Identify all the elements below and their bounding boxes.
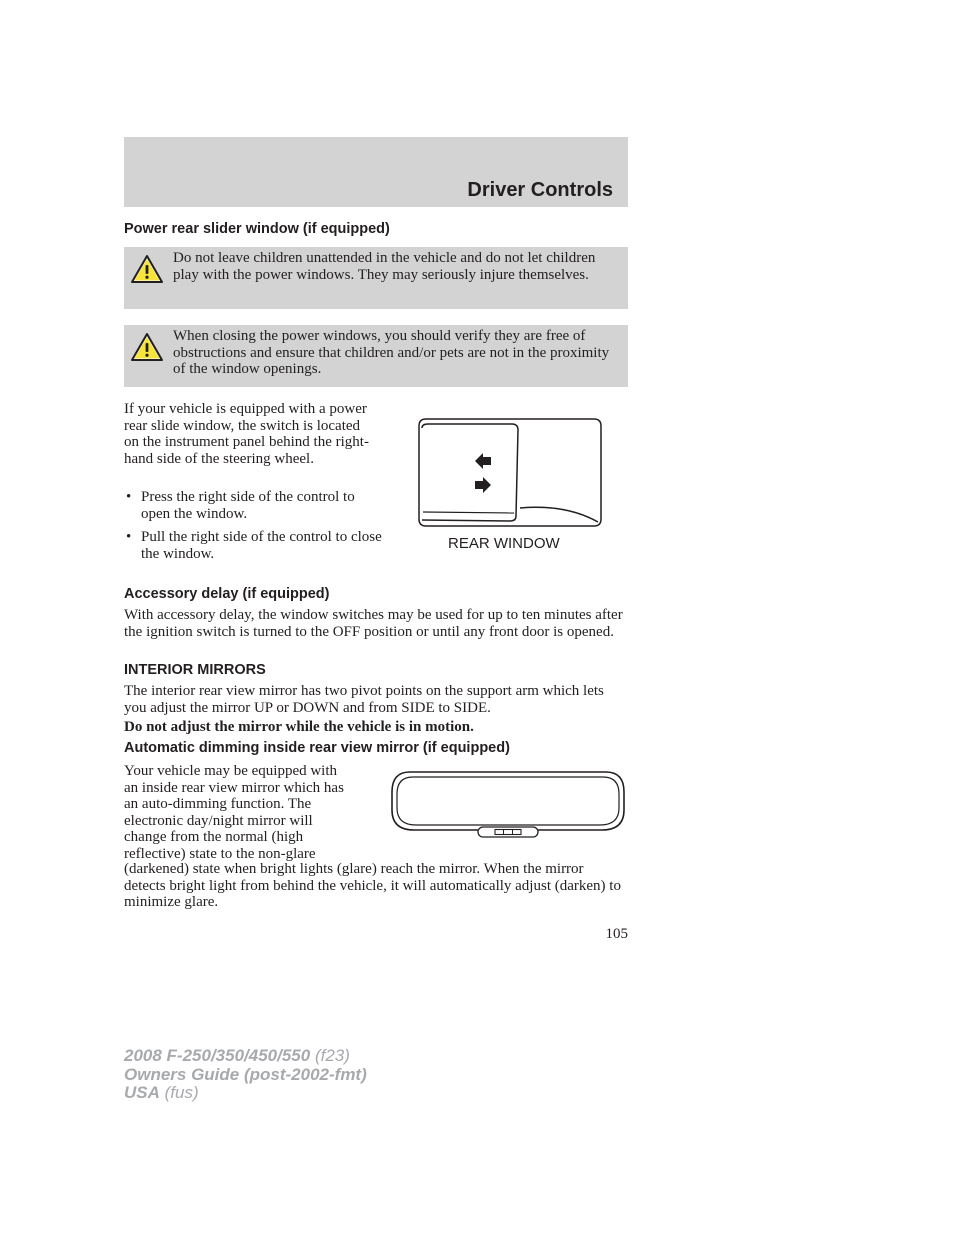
figure-caption: REAR WINDOW	[448, 535, 560, 552]
warning-triangle-icon	[130, 332, 164, 362]
warning-triangle-icon	[130, 254, 164, 284]
warning-text-children: Do not leave children unattended in the vehicle and do not let children play with the power windows. They may seriously injure themselves.	[173, 250, 596, 283]
slider-intro: If your vehicle is equipped with a power rear slide window, the switch is located on the instrument panel behind the right-hand side of the steering wheel.	[124, 401, 369, 467]
list-item: • Pull the right side of the control to close the window.	[126, 529, 382, 562]
mirrors-text: The interior rear view mirror has two pivot points on the support arm which lets you adjust the mirror UP or DOWN and from SIDE to SIDE.	[124, 683, 604, 716]
dimming-text-continued: (darkened) state when bright lights (glare) reach the mirror. When the mirror detects bright light from behind the vehicle, it will automatically adjust (darken) to minimize glare.	[124, 861, 621, 910]
accessory-heading: Accessory delay (if equipped)	[124, 586, 330, 602]
dimming-heading: Automatic dimming inside rear view mirror (if equipped)	[124, 740, 510, 756]
list-item: • Press the right side of the control to open the window.	[126, 489, 355, 522]
accessory-text: With accessory delay, the window switches may be used for up to ten minutes after the ignition switch is turned to the OFF position or until any front door is opened.	[124, 607, 623, 640]
section-title: Driver Controls	[467, 179, 613, 201]
slider-heading: Power rear slider window (if equipped)	[124, 221, 390, 237]
slider-bullets	[124, 482, 382, 562]
rear-view-mirror-figure	[388, 768, 628, 842]
arrow-right-icon	[475, 477, 491, 493]
warning-box-obstructions	[124, 325, 628, 387]
page-number: 105	[605, 926, 628, 942]
dimming-text-wrapped: Your vehicle may be equipped with an inside rear view mirror which has an auto-dimming function. The electronic day/night mirror will change from the normal (high reflective) state to the non-glare	[124, 763, 344, 862]
document-footer: 2008 F-250/350/450/550 (f23) Owners Guide (post-2002-fmt) USA (fus)	[124, 1046, 367, 1102]
warning-text-obstructions: When closing the power windows, you should verify they are free of obstructions and ensure that children and/or pets are not in the proximity of the window openings.	[173, 328, 610, 377]
warning-box-children	[124, 247, 628, 309]
rear-window-switch-figure	[416, 416, 606, 532]
header-band	[124, 137, 628, 207]
arrow-left-icon	[475, 453, 491, 469]
mirrors-warning-text: Do not adjust the mirror while the vehicle is in motion.	[124, 719, 474, 735]
mirrors-heading: INTERIOR MIRRORS	[124, 662, 266, 678]
